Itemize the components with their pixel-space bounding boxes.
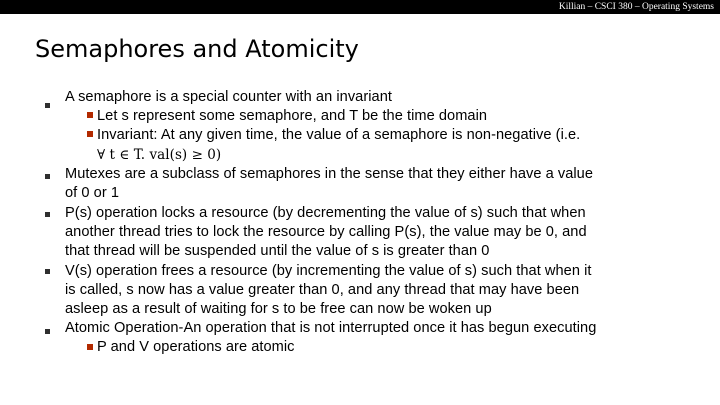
bullet-text: P(s) operation locks a resource (by decrementing the value of s) such that when <box>65 205 586 221</box>
sub-bullet-marker <box>87 131 93 137</box>
header-bar <box>0 0 720 14</box>
bullet-text: Mutexes are a subclass of semaphores in the sense that they either have a value <box>65 166 594 182</box>
slide-title: Semaphores and Atomicity <box>35 35 359 63</box>
bullet-text-continued: of 0 or 1 <box>65 185 119 201</box>
bullet-text: A semaphore is a special counter with an invariant <box>65 89 392 105</box>
bullet-text-continued: another thread tries to lock the resource by calling P(s), the value may be 0, and <box>65 224 587 240</box>
bullet-marker <box>45 269 50 274</box>
sub-bullet-text: P and V operations are atomic <box>97 339 295 355</box>
bullet-marker <box>45 174 50 179</box>
bullet-marker <box>45 212 50 217</box>
sub-bullet-text: Let s represent some semaphore, and T be the time domain <box>97 108 488 124</box>
bullet-text-continued: asleep as a result of waiting for s to be free can now be woken up <box>65 301 492 317</box>
course-header-text: Killian – CSCI 380 – Operating Systems <box>558 2 714 12</box>
bullet-text-continued: that thread will be suspended until the value of s is greater than 0 <box>65 243 490 259</box>
sub-bullet-marker <box>87 344 93 350</box>
sub-bullet-text: Invariant: At any given time, the value of a semaphore is non-negative (i.e. <box>97 127 581 143</box>
bullet-text-continued: is called, s now has a value greater than 0, and any thread that may have been <box>65 282 580 298</box>
bullet-text: V(s) operation frees a resource (by incrementing the value of s) such that when it <box>65 263 592 279</box>
sub-bullet-marker <box>87 112 93 118</box>
bullet-marker <box>45 329 50 334</box>
invariant-formula: ∀ t ∈ T. val(s) ≥ 0) <box>97 147 222 163</box>
bullet-marker <box>45 103 50 108</box>
bullet-text: Atomic Operation-An operation that is not interrupted once it has begun executing <box>65 320 597 336</box>
